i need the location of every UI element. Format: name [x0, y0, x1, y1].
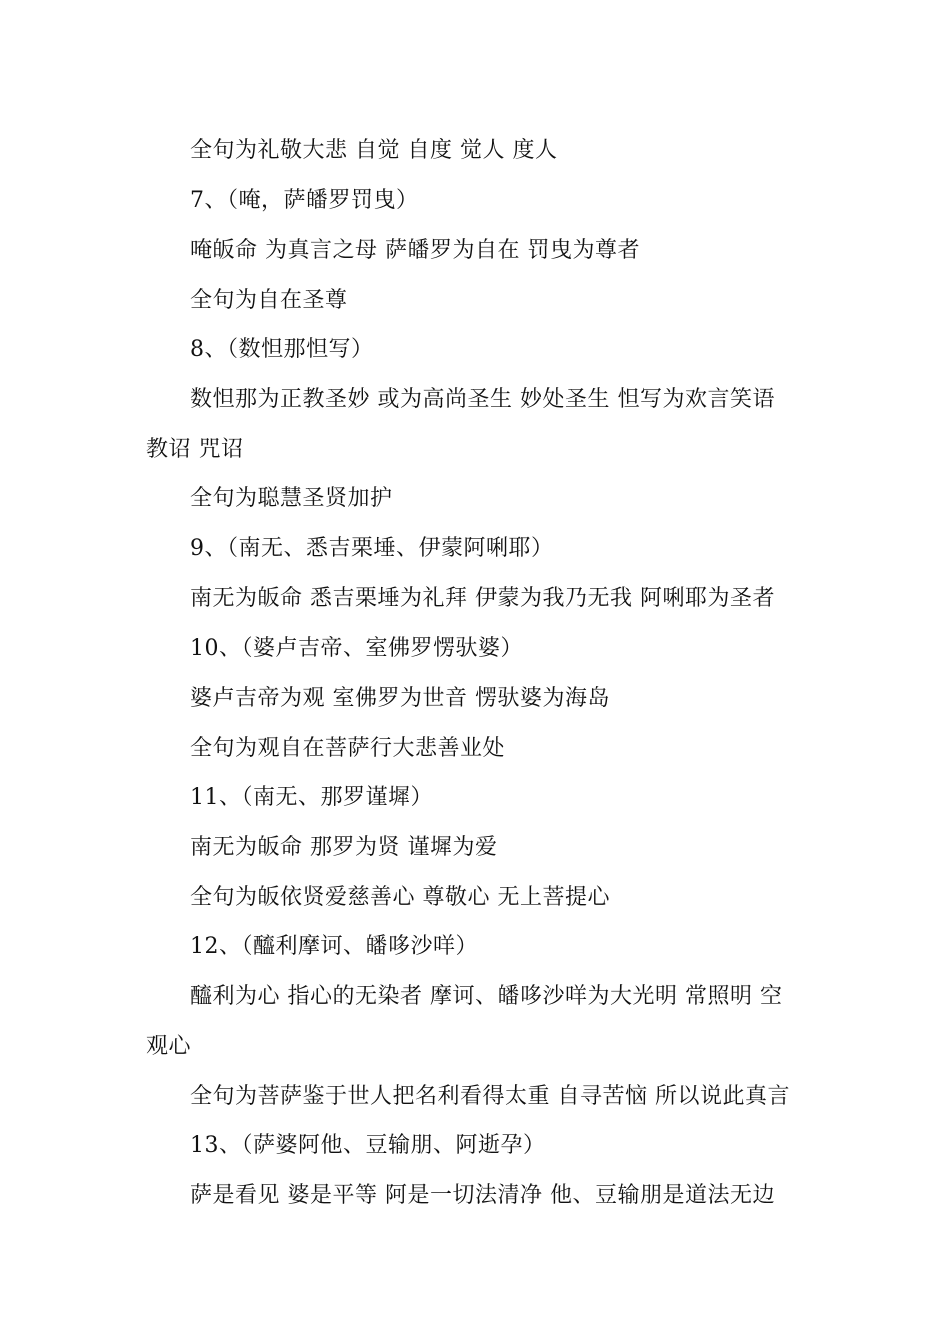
text-line: 南无为皈命 悉吉栗埵为礼拜 伊蒙为我乃无我 阿唎耶为圣者: [190, 586, 775, 611]
text-line: 醯利为心 指心的无染者 摩诃、皤哆沙咩为大光明 常照明 空: [190, 984, 783, 1009]
text-line: 全句为菩萨鉴于世人把名利看得太重 自寻苦恼 所以说此真言: [190, 1084, 790, 1109]
text-line: 全句为礼敬大悲 自觉 自度 觉人 度人: [190, 138, 558, 163]
text-line: 全句为观自在菩萨行大悲善业处: [190, 736, 506, 761]
section-heading: 9、（南无、悉吉栗埵、伊蒙阿唎耶）: [190, 536, 554, 561]
text-line: 全句为自在圣尊: [190, 288, 348, 313]
text-line: 全句为皈依贤爱慈善心 尊敬心 无上菩提心: [190, 885, 610, 910]
text-line: 婆卢吉帝为观 室佛罗为世音 愣驮婆为海岛: [190, 686, 610, 711]
text-line-continuation: 观心: [146, 1034, 192, 1059]
text-line: 萨是看见 婆是平等 阿是一切法清净 他、豆输朋是道法无边: [190, 1183, 775, 1208]
text-line: 唵皈命 为真言之母 萨皤罗为自在 罚曳为尊者: [190, 238, 640, 263]
section-heading: 11、（南无、那罗谨墀）: [190, 785, 433, 810]
section-heading: 8、（数怛那怛写）: [190, 337, 374, 362]
section-heading: 7、（唵，萨皤罗罚曳）: [190, 188, 419, 213]
section-heading: 12、（醯利摩诃、皤哆沙咩）: [190, 934, 478, 959]
section-heading: 13、（萨婆阿他、豆输朋、阿逝孕）: [190, 1133, 546, 1158]
text-line-continuation: 教诏 咒诏: [146, 437, 244, 462]
text-line: 南无为皈命 那罗为贤 谨墀为爱: [190, 835, 498, 860]
text-line: 数怛那为正教圣妙 或为高尚圣生 妙处圣生 怛写为欢言笑语: [190, 387, 775, 412]
section-heading: 10、（婆卢吉帝、室佛罗愣驮婆）: [190, 636, 523, 661]
text-line: 全句为聪慧圣贤加护: [190, 486, 393, 511]
